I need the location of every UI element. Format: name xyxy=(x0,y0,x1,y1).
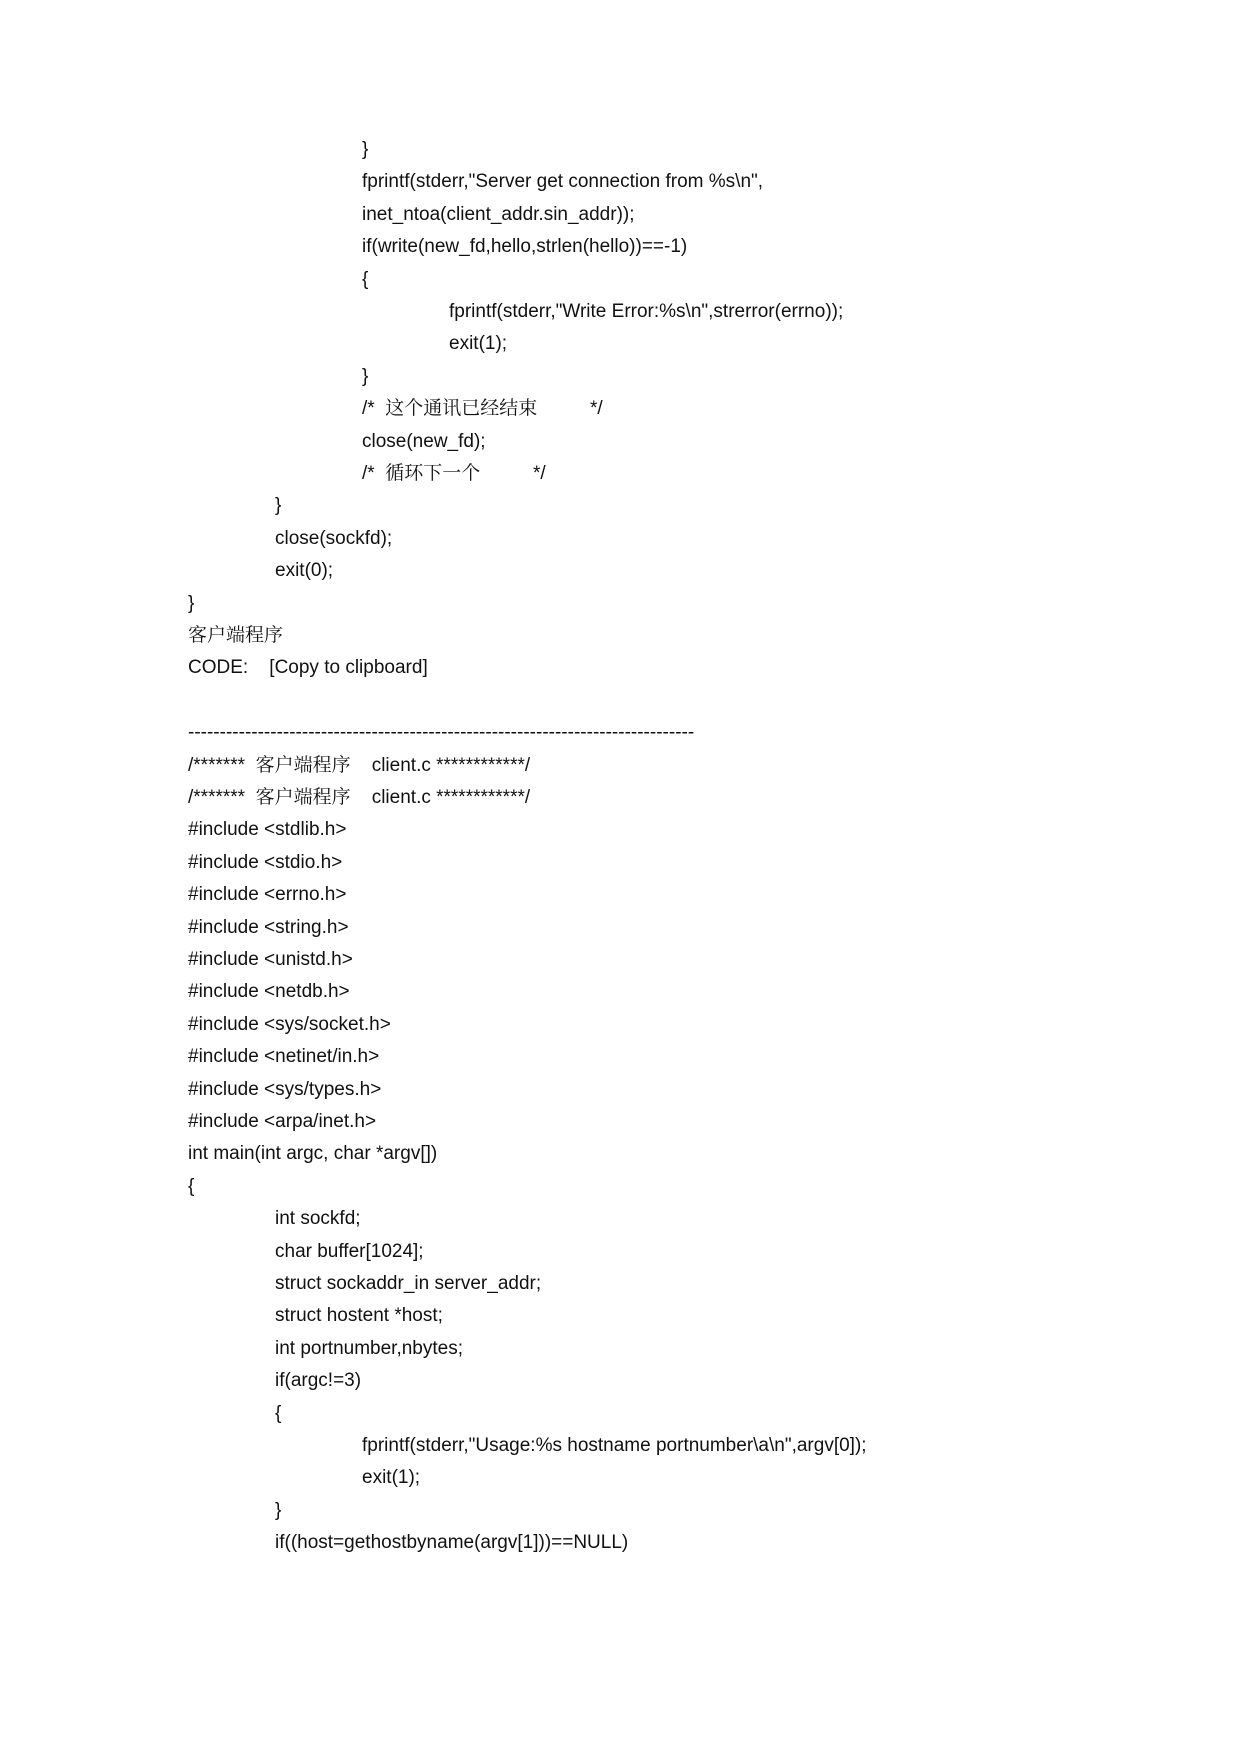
code-line xyxy=(188,916,349,940)
code-line-text: #include <errno.h> xyxy=(188,884,347,906)
code-line-text: int portnumber,nbytes; xyxy=(275,1337,463,1359)
code-line xyxy=(188,1142,437,1166)
code-line xyxy=(188,1013,391,1037)
code-line-text: struct hostent *host; xyxy=(275,1305,443,1327)
code-line xyxy=(188,948,353,972)
code-line-text: /* 循环下一个 */ xyxy=(362,463,546,484)
code-line-text: CODE: xyxy=(188,657,270,679)
code-line xyxy=(275,1499,281,1523)
code-line xyxy=(188,592,194,616)
code-line xyxy=(362,397,603,421)
code-line-text: { xyxy=(275,1402,282,1424)
code-line-text: #include <arpa/inet.h> xyxy=(188,1111,377,1132)
code-line xyxy=(188,721,694,745)
code-line-text: } xyxy=(188,592,195,614)
code-line xyxy=(362,430,486,454)
code-line xyxy=(275,1337,463,1361)
code-line-text: if((host=gethostbyname(argv[1]))==NULL) xyxy=(275,1532,629,1554)
code-line-text: #include <unistd.h> xyxy=(188,949,353,970)
code-line xyxy=(188,1045,379,1069)
code-line-text: inet_ntoa(client_addr.sin_addr)); xyxy=(362,203,635,225)
code-line xyxy=(275,1369,361,1393)
code-line-text: /******* 客户端程序 client.c ************/ xyxy=(188,754,531,776)
code-line-text: fprintf(stderr,"Write Error:%s\n",strerror(errno)); xyxy=(449,301,844,322)
code-line-text: int main(int argc, char *argv[]) xyxy=(188,1143,438,1165)
code-line xyxy=(362,1434,867,1458)
code-line xyxy=(362,235,687,259)
code-line-text: #include <stdio.h> xyxy=(188,851,343,873)
code-line-text: close(new_fd); xyxy=(362,430,486,452)
code-line xyxy=(362,268,368,292)
code-line-text: } xyxy=(275,1499,282,1521)
code-line-text: #include <stdlib.h> xyxy=(188,819,347,841)
code-line-text: -------------------------------------------------------------------------------- xyxy=(188,722,695,744)
code-line xyxy=(362,203,635,227)
code-line xyxy=(449,332,507,356)
code-line xyxy=(275,1207,361,1231)
code-line-text: close(sockfd); xyxy=(275,527,393,549)
code-line-text: /* 这个通讯已经结束 */ xyxy=(362,398,603,420)
code-line-text: exit(1); xyxy=(449,333,508,355)
code-line-text: int sockfd; xyxy=(275,1208,361,1230)
code-line xyxy=(188,754,530,778)
code-line-text: exit(0); xyxy=(275,560,334,582)
code-line-text: fprintf(stderr,"Server get connection from %s\n", xyxy=(362,171,764,193)
copy-to-clipboard-link[interactable]: [Copy to clipboard] xyxy=(269,657,428,679)
code-line-text: { xyxy=(362,268,369,290)
code-line xyxy=(188,1110,376,1134)
code-line xyxy=(188,624,283,648)
code-line xyxy=(188,1175,194,1199)
code-line-text: } xyxy=(362,139,369,160)
code-line xyxy=(362,365,368,389)
code-line-text: { xyxy=(188,1175,195,1197)
code-line xyxy=(275,1531,628,1555)
code-line xyxy=(188,980,350,1004)
code-line-text: struct sockaddr_in server_addr; xyxy=(275,1273,542,1294)
code-line xyxy=(449,300,843,324)
code-line xyxy=(275,1240,424,1264)
code-line xyxy=(275,527,392,551)
code-line-text: 客户端程序 xyxy=(188,625,284,646)
code-line-text: if(write(new_fd,hello,strlen(hello))==-1) xyxy=(362,236,688,258)
code-line-text: /******* 客户端程序 client.c ************/ xyxy=(188,787,531,808)
code-line-text: if(argc!=3) xyxy=(275,1370,362,1392)
code-line xyxy=(188,818,346,842)
code-line-text: #include <netinet/in.h> xyxy=(188,1046,380,1068)
code-line-text: fprintf(stderr,"Usage:%s hostname portnumber\a\n",argv[0]); xyxy=(362,1435,867,1456)
code-line xyxy=(188,1078,381,1102)
code-line xyxy=(275,1272,541,1296)
code-line-text: } xyxy=(275,495,282,517)
code-line-text: } xyxy=(362,365,369,387)
code-line xyxy=(275,1402,281,1426)
code-line xyxy=(275,1304,443,1328)
code-line xyxy=(362,1466,420,1490)
code-line xyxy=(275,559,333,583)
code-line xyxy=(188,656,428,680)
code-line-text: #include <string.h> xyxy=(188,916,349,938)
code-line xyxy=(362,170,763,194)
code-line-text: #include <sys/socket.h> xyxy=(188,1013,391,1035)
code-line-text: char buffer[1024]; xyxy=(275,1240,424,1262)
code-line xyxy=(188,851,342,875)
code-line-text: #include <netdb.h> xyxy=(188,981,350,1003)
code-line xyxy=(275,494,281,518)
code-line-text: exit(1); xyxy=(362,1467,421,1489)
code-line xyxy=(362,138,368,162)
code-line xyxy=(362,462,546,486)
code-line-text: #include <sys/types.h> xyxy=(188,1078,382,1100)
code-line xyxy=(188,786,530,810)
code-line xyxy=(188,883,346,907)
